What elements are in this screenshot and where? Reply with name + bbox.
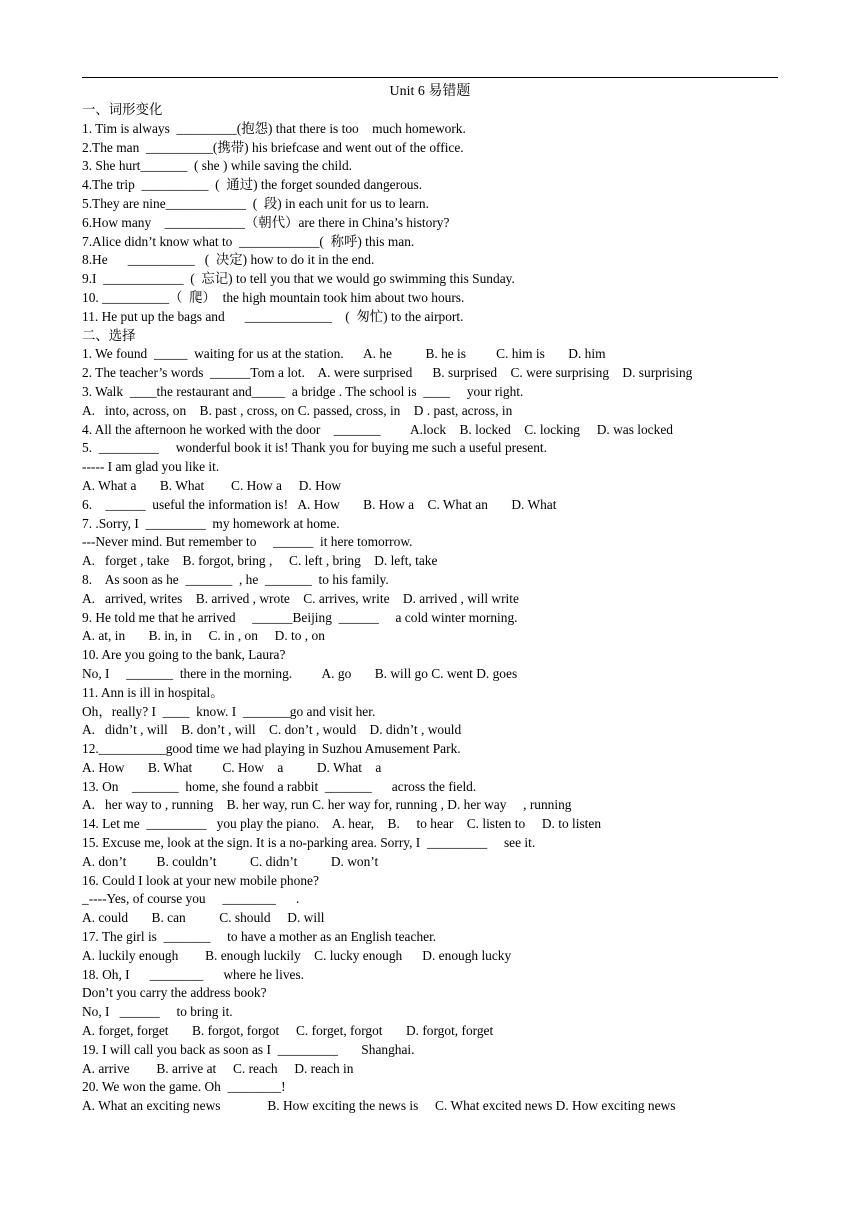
text-line: A. could B. can C. should D. will <box>82 910 325 926</box>
text-line: A. arrived, writes B. arrived , wrote C. arrives, write D. arrived , will write <box>82 590 519 606</box>
text-line: 18. Oh, I ________ where he lives. <box>82 966 305 982</box>
text-line: A. don’t B. couldn’t C. didn’t D. won’t <box>82 853 379 869</box>
text-line: 5.They are nine____________ ( 段) in each unit for us to learn. <box>82 195 429 211</box>
header-rule <box>82 77 778 78</box>
text-line: 10. Are you going to the bank, Laura? <box>82 647 286 663</box>
text-line: ---Never mind. But remember to ______ it here tomorrow. <box>82 534 413 550</box>
text-line: Don’t you carry the address book? <box>82 985 267 1001</box>
text-line: A. her way to , running B. her way, run C. her way for, running , D. her way , running <box>82 797 572 813</box>
text-line: 1. Tim is always _________(抱怨) that there is too much homework. <box>82 120 466 136</box>
text-line: 2.The man __________(携带) his briefcase and went out of the office. <box>82 139 464 155</box>
text-line: A. forget , take B. forgot, bring , C. left , bring D. left, take <box>82 553 438 569</box>
text-line: 7. .Sorry, I _________ my homework at home. <box>82 515 340 531</box>
page-title: Unit 6 易错题 <box>389 84 471 99</box>
text-line: 7.Alice didn’t know what to ____________( 称呼) this man. <box>82 233 415 249</box>
text-line: A. didn’t , will B. don’t , will C. don’t , would D. didn’t , would <box>82 722 462 738</box>
text-line: 20. We won the game. Oh ________! <box>82 1079 286 1095</box>
text-line: _----Yes, of course you ________ . <box>82 891 300 907</box>
text-line: 10. __________（ 爬） the high mountain took him about two hours. <box>82 289 465 305</box>
text-line: 4. All the afternoon he worked with the door _______ A.lock B. locked C. locking D. was locked <box>82 421 673 437</box>
text-line: 3. Walk ____the restaurant and_____ a bridge . The school is ____ your right. <box>82 383 524 399</box>
text-line: A. forget, forget B. forgot, forgot C. forget, forgot D. forgot, forget <box>82 1023 494 1039</box>
text-line: 19. I will call you back as soon as I _________ Shanghai. <box>82 1041 415 1057</box>
text-line: 16. Could I look at your new mobile phone? <box>82 872 319 888</box>
text-line: 6.How many ____________（朝代）are there in China’s history? <box>82 214 450 230</box>
text-line: A. What an exciting news B. How exciting the news is C. What excited news D. How exciting news <box>82 1098 676 1114</box>
text-line: No, I _______ there in the morning. A. go B. will go C. went D. goes <box>82 665 518 681</box>
text-line: ----- I am glad you like it. <box>82 459 220 475</box>
text-line: A. arrive B. arrive at C. reach D. reach in <box>82 1060 354 1076</box>
text-line: A. luckily enough B. enough luckily C. lucky enough D. enough lucky <box>82 947 512 963</box>
text-line: A. into, across, on B. past , cross, on C. passed, cross, in D . past, across, in <box>82 402 513 418</box>
text-line: 15. Excuse me, look at the sign. It is a no-parking area. Sorry, I _________ see it. <box>82 835 536 851</box>
text-line: 9.I ____________ ( 忘记) to tell you that we would go swimming this Sunday. <box>82 271 515 287</box>
text-line: 6. ______ useful the information is! A. How B. How a C. What an D. What <box>82 496 557 512</box>
text-line: Oh，really? I ____ know. I _______go and visit her. <box>82 703 376 719</box>
text-line: 2. The teacher’s words ______Tom a lot. A. were surprised B. surprised C. were surprising D. surprising <box>82 365 693 381</box>
text-line: 8.He __________ ( 决定) how to do it in the end. <box>82 252 375 268</box>
text-line: 17. The girl is _______ to have a mother as an English teacher. <box>82 929 437 945</box>
text-line: A. What a B. What C. How a D. How <box>82 477 342 493</box>
text-line: 一、词形变化 <box>82 102 163 117</box>
text-line: 9. He told me that he arrived ______Beijing ______ a cold winter morning. <box>82 609 518 625</box>
text-line: A. How B. What C. How a D. What a <box>82 759 382 775</box>
text-line: 11. Ann is ill in hospital。 <box>82 684 224 700</box>
text-line: 3. She hurt_______ ( she ) while saving the child. <box>82 158 353 174</box>
text-line: No, I ______ to bring it. <box>82 1004 233 1020</box>
text-line: 11. He put up the bags and _____________ ( 匆忙) to the airport. <box>82 308 464 324</box>
text-line: 14. Let me _________ you play the piano. A. hear, B. to hear C. listen to D. to listen <box>82 816 602 832</box>
text-line: 8. As soon as he _______ , he _______ to his family. <box>82 571 389 587</box>
text-line: 13. On _______ home, she found a rabbit _______ across the field. <box>82 778 477 794</box>
text-line: 12.__________good time we had playing in Suzhou Amusement Park. <box>82 741 461 757</box>
text-line: 4.The trip __________ ( 通过) the forget sounded dangerous. <box>82 177 423 193</box>
text-line: A. at, in B. in, in C. in , on D. to , on <box>82 628 325 644</box>
text-line: 1. We found _____ waiting for us at the station. A. he B. he is C. him is D. him <box>82 346 606 362</box>
text-line: 5. _________ wonderful book it is! Thank you for buying me such a useful present. <box>82 440 548 456</box>
document-body <box>82 101 782 1116</box>
text-line: 二、选择 <box>82 327 136 343</box>
